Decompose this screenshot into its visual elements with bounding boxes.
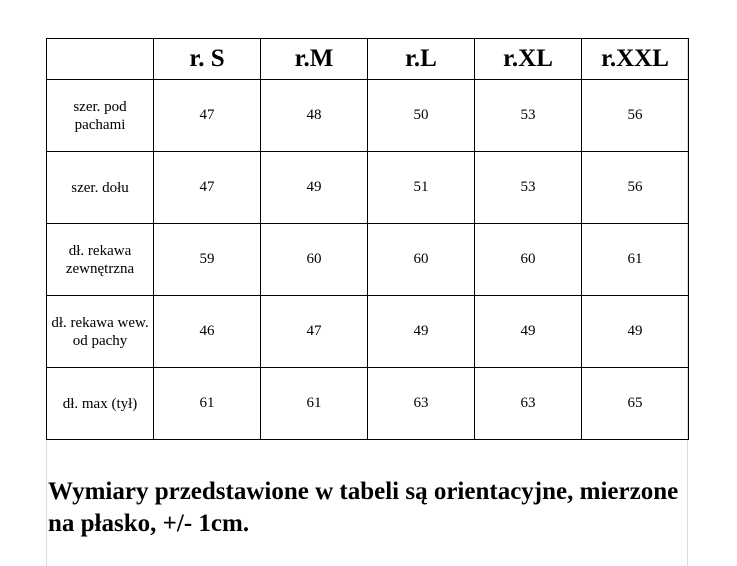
table-cell: 60 [368,224,475,296]
table-cell: 60 [261,224,368,296]
table-header-cell: r.L [368,39,475,80]
table-header-cell: r.XL [475,39,582,80]
row-label: dł. max (tył) [47,368,154,440]
table-row [47,224,689,296]
table-cell: 60 [475,224,582,296]
table-cell: 53 [475,152,582,224]
table-cell: 49 [368,296,475,368]
table-cell: 47 [154,80,261,152]
table-row [47,368,689,440]
table-cell: 51 [368,152,475,224]
table-cell: 49 [582,296,689,368]
size-chart-table [46,38,689,440]
table-header-row [47,39,689,80]
table-cell: 61 [582,224,689,296]
table-row [47,152,689,224]
table-cell: 47 [261,296,368,368]
table-cell: 56 [582,152,689,224]
table-header-cell [47,39,154,80]
table-cell: 49 [261,152,368,224]
table-header-cell: r. S [154,39,261,80]
table-row [47,80,689,152]
row-label: szer. pod pachami [47,80,154,152]
row-label: dł. rekawa zewnętrzna [47,224,154,296]
table-cell: 47 [154,152,261,224]
table-cell: 61 [261,368,368,440]
table-cell: 49 [475,296,582,368]
row-label: szer. dołu [47,152,154,224]
table-header-cell: r.XXL [582,39,689,80]
table-cell: 61 [154,368,261,440]
table-cell: 63 [368,368,475,440]
table-cell: 50 [368,80,475,152]
table-cell: 59 [154,224,261,296]
table-cell: 65 [582,368,689,440]
table-row [47,296,689,368]
measurement-note: Wymiary przedstawione w tabeli są orientacyjne, mierzone na płasko, +/- 1cm. [48,478,679,537]
table-cell: 56 [582,80,689,152]
table-cell: 63 [475,368,582,440]
table-cell: 53 [475,80,582,152]
table-cell: 48 [261,80,368,152]
table-header-cell: r.M [261,39,368,80]
table-cell: 46 [154,296,261,368]
row-label: dł. rekawa wew. od pachy [47,296,154,368]
